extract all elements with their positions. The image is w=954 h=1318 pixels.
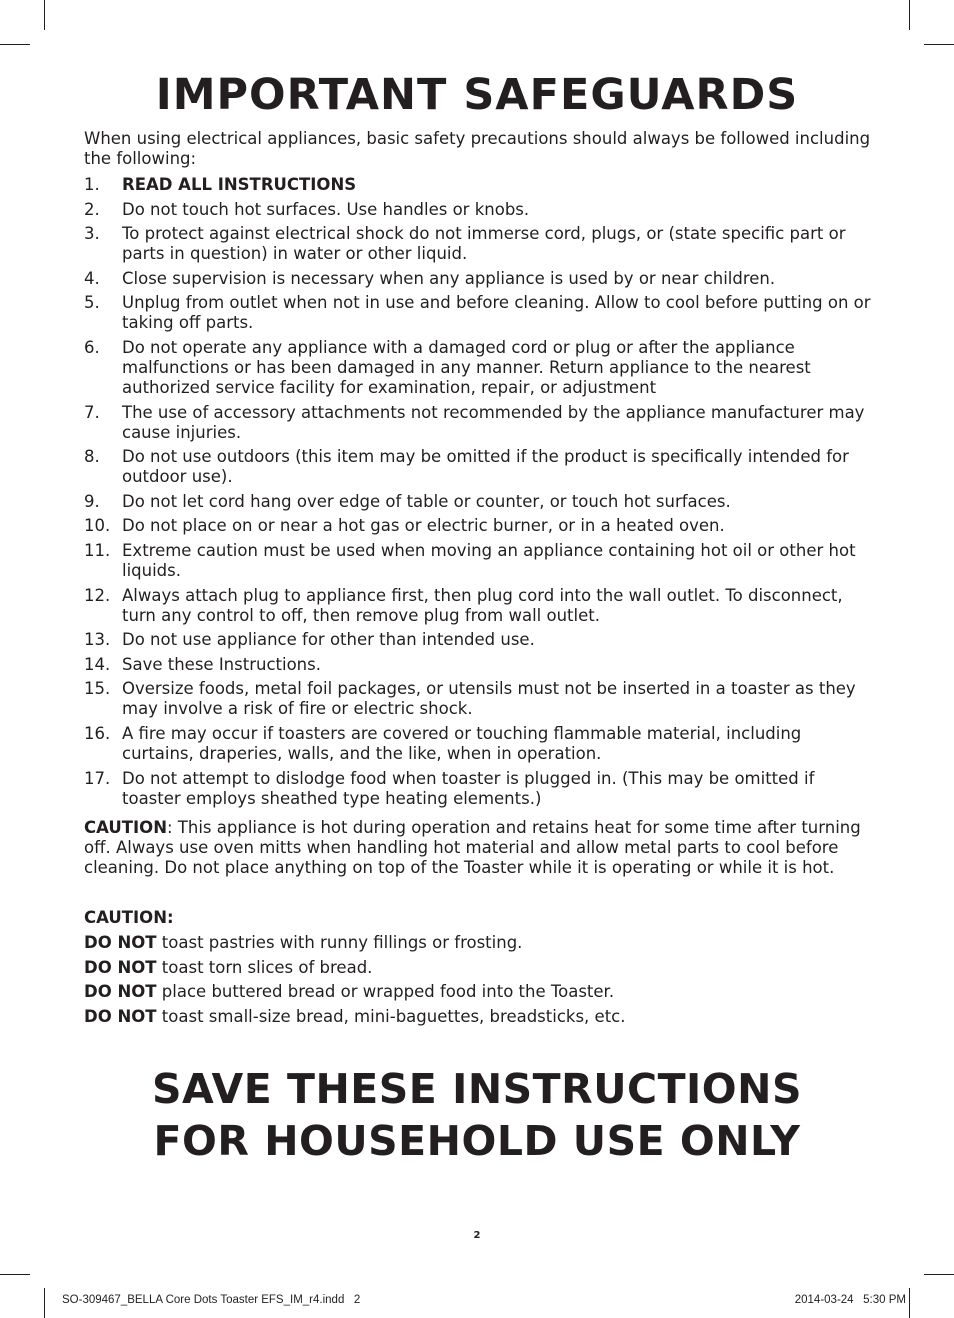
list-item xyxy=(84,447,874,487)
do-not-row xyxy=(84,933,874,953)
item-number: 5. xyxy=(84,293,100,313)
crop-mark xyxy=(909,0,910,30)
save-line-1: SAVE THESE INSTRUCTIONS xyxy=(151,1065,803,1113)
item-text: Close supervision is necessary when any appliance is used by or near children. xyxy=(122,268,776,288)
list-item xyxy=(84,655,874,675)
item-text: Do not place on or near a hot gas or electric burner, or in a heated oven. xyxy=(122,516,725,536)
list-item xyxy=(84,224,874,264)
safeguards-list xyxy=(84,175,874,813)
save-line-2: FOR HOUSEHOLD USE ONLY xyxy=(153,1117,801,1165)
caution-list xyxy=(84,908,874,1032)
list-item xyxy=(84,724,874,764)
caution-heading-text: CAUTION: xyxy=(84,908,174,927)
list-item xyxy=(84,586,874,626)
intro-text: When using electrical appliances, basic safety precautions should always be followed including the following: xyxy=(84,129,871,168)
item-text: Do not use outdoors (this item may be omitted if the product is specifically intended for outdoor use). xyxy=(122,447,849,487)
do-not-label: DO NOT xyxy=(84,932,157,952)
item-text: Do not touch hot surfaces. Use handles or knobs. xyxy=(122,199,530,219)
item-text: Do not use appliance for other than intended use. xyxy=(122,630,535,650)
list-item xyxy=(84,200,874,220)
do-not-label: DO NOT xyxy=(84,1007,157,1027)
footer-timestamp: 2014-03-24 5:30 PM xyxy=(794,1294,906,1306)
item-number: 4. xyxy=(84,268,100,288)
item-number: 17. xyxy=(84,768,111,788)
item-text: Do not operate any appliance with a damaged cord or plug or after the appliance malfunctions or has been damaged in any manner. Return appliance to the nearest authorized service facility for examination, repair, or adjustment xyxy=(122,337,811,397)
list-item xyxy=(84,338,874,398)
list-item xyxy=(84,630,874,650)
item-text: Do not let cord hang over edge of table or counter, or touch hot surfaces. xyxy=(122,491,731,511)
list-item xyxy=(84,492,874,512)
crop-mark xyxy=(924,1274,954,1275)
item-number: 7. xyxy=(84,402,100,422)
item-number: 2. xyxy=(84,199,100,219)
save-instructions-banner xyxy=(0,1063,954,1167)
item-number: 6. xyxy=(84,337,100,357)
list-item xyxy=(84,516,874,536)
item-text: Extreme caution must be used when moving an appliance containing hot oil or other hot liquids. xyxy=(122,540,856,580)
item-number: 16. xyxy=(84,723,111,743)
crop-mark xyxy=(0,1274,30,1275)
list-item xyxy=(84,679,874,719)
do-not-label: DO NOT xyxy=(84,982,157,1002)
list-item xyxy=(84,293,874,333)
list-item xyxy=(84,541,874,581)
item-number: 11. xyxy=(84,540,111,560)
caution-text: : This appliance is hot during operation and retains heat for some time after turning off. Always use oven mitts when handling hot material and allow metal parts to cool before cleaning. Do not place anything on top of the Toaster while it is operating or while it is hot. xyxy=(84,818,861,877)
do-not-text: toast torn slices of bread. xyxy=(156,957,373,977)
caution-heading xyxy=(84,908,874,928)
item-number: 3. xyxy=(84,224,100,244)
do-not-label: DO NOT xyxy=(84,957,157,977)
caution-paragraph xyxy=(84,818,874,878)
item-text: Unplug from outlet when not in use and before cleaning. Allow to cool before putting on or taking off parts. xyxy=(122,293,871,333)
do-not-row xyxy=(84,958,874,978)
list-item xyxy=(84,175,874,195)
item-number: 12. xyxy=(84,585,111,605)
item-text: Always attach plug to appliance first, then plug cord into the wall outlet. To disconnect, turn any control to off, then remove plug from wall outlet. xyxy=(122,585,843,625)
do-not-row xyxy=(84,1007,874,1027)
list-item xyxy=(84,269,874,289)
item-text: The use of accessory attachments not recommended by the appliance manufacturer may cause injuries. xyxy=(122,402,865,442)
item-text: Do not attempt to dislodge food when toaster is plugged in. (This may be omitted if toaster employs sheathed type heating elements.) xyxy=(122,768,815,808)
item-text: Oversize foods, metal foil packages, or utensils must not be inserted in a toaster as they may involve a risk of fire or electric shock. xyxy=(122,679,856,719)
item-text: A fire may occur if toasters are covered or touching flammable material, including curtains, draperies, walls, and the like, when in operation. xyxy=(122,723,802,763)
footer-filename: SO-309467_BELLA Core Dots Toaster EFS_IM_r4.indd 2 xyxy=(62,1294,361,1306)
do-not-text: toast pastries with runny fillings or frosting. xyxy=(156,932,523,952)
item-text: Save these Instructions. xyxy=(122,654,321,674)
crop-mark xyxy=(0,44,30,45)
crop-mark xyxy=(924,44,954,45)
page-number: 2 xyxy=(473,1230,481,1241)
do-not-row xyxy=(84,982,874,1002)
item-number: 9. xyxy=(84,491,100,511)
list-item xyxy=(84,769,874,809)
item-text: READ ALL INSTRUCTIONS xyxy=(122,175,357,194)
page-title: IMPORTANT SAFEGUARDS xyxy=(155,70,799,120)
item-text: To protect against electrical shock do not immerse cord, plugs, or (state specific part or parts in question) in water or other liquid. xyxy=(122,224,846,264)
list-item xyxy=(84,403,874,443)
item-number: 8. xyxy=(84,447,100,467)
do-not-text: toast small-size bread, mini-baguettes, breadsticks, etc. xyxy=(156,1007,626,1027)
item-number: 14. xyxy=(84,654,111,674)
do-not-text: place buttered bread or wrapped food into the Toaster. xyxy=(156,982,615,1002)
crop-mark xyxy=(44,1288,45,1318)
item-number: 13. xyxy=(84,630,111,650)
item-number: 15. xyxy=(84,679,111,699)
item-number: 1. xyxy=(84,175,100,194)
crop-mark xyxy=(44,0,45,30)
caution-label: CAUTION xyxy=(84,818,167,837)
item-number: 10. xyxy=(84,516,111,536)
crop-mark xyxy=(909,1288,910,1318)
